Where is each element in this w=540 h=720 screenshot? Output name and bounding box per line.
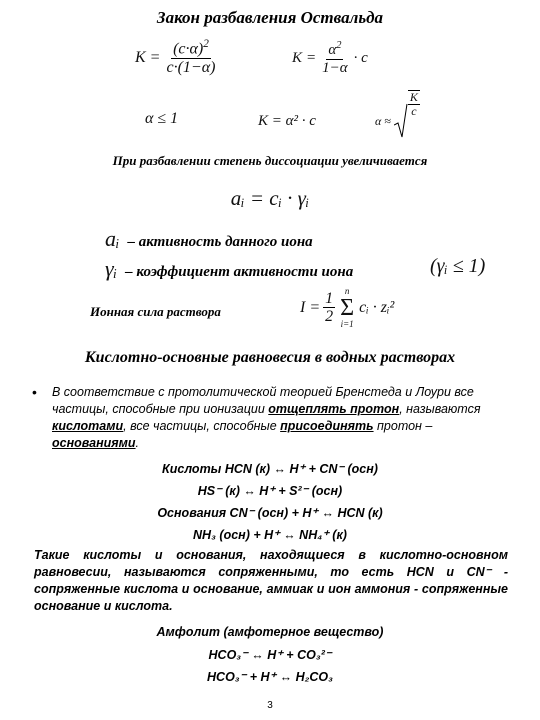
section-heading: Кислотно-основные равновесия в водных растворах: [84, 349, 456, 366]
ostwald-approx-formula: K = α² · c: [258, 113, 316, 129]
gamma-condition: (γᵢ ≤ 1): [430, 255, 486, 277]
ostwald-formula-simplified: K = $\frac{\alpha^2}{1-\alpha}$ · c: [292, 40, 368, 76]
page-title: Закон разбавления Оствальда: [156, 8, 384, 27]
alpha-fraction: $\frac{\alpha^2}{1-\alpha}$: [322, 40, 348, 76]
reaction-cn: Основания CN⁻ (осн) + H⁺ ↔ HCN (к): [157, 506, 383, 520]
ampholyte-reaction-2: HCO₃⁻ + H⁺ ↔ H₂CO₃: [207, 670, 333, 684]
page-number: 3: [267, 700, 273, 711]
alpha-sqrt-formula: α ≈ $\frac{K}{c}$: [375, 103, 420, 139]
ostwald-fraction: [164, 38, 217, 77]
sqrt-sign-icon: [394, 103, 408, 139]
reaction-nh3: NH₃ (осн) + H⁺ ↔ NH₄⁺ (к): [193, 528, 347, 542]
alpha-condition: α ≤ 1: [145, 110, 179, 127]
definition-activity: [105, 226, 313, 252]
reaction-hcn: Кислоты HCN (к) ↔ H⁺ + CN⁻ (осн): [162, 462, 378, 476]
dilution-note: При разбавлении степень диссоциации увеличивается: [112, 153, 428, 168]
ionic-strength-label: Ионная сила раствора: [90, 304, 221, 319]
definition-coefficient: [105, 256, 353, 282]
ampholyte-label: Амфолит (амфотерное вещество): [156, 625, 384, 639]
equals-sign: =: [149, 48, 161, 66]
bullet-marker: •: [32, 384, 37, 400]
ampholyte-reaction-1: HCO₃⁻ ↔ H⁺ + CO₃²⁻: [208, 648, 332, 662]
half-fraction: $\frac{1}{2}$: [325, 289, 334, 326]
fraction-numerator: $(c\cdot\alpha)^2$: [173, 38, 209, 58]
reaction-hs: HS⁻ (к) ↔ H⁺ + S²⁻ (осн): [197, 484, 343, 498]
fraction-denominator: c·(1−α): [166, 58, 216, 76]
k-symbol: K: [135, 48, 146, 66]
coefficient-text: – коэффициент активности иона: [125, 264, 354, 280]
sum-operator: n Σ i=1: [340, 286, 355, 329]
conjugate-paragraph: Такие кислоты и основания, находящиеся в кислотно-основном равновесии, называются сопряженными, то есть HCN и CN⁻ - сопряженные кислота и основание, аммиак и ион аммония - сопряженные основание и кислота.: [34, 548, 508, 613]
sqrt-fraction: $\frac{K}{c}$: [409, 89, 418, 118]
bronsted-paragraph: В соответствие с протолитической теорией Бренстеда и Лоури все частицы, способные при ионизации отщеплять протон, называются кислотами, все частицы, способные присоединять протон – основаниями.: [52, 385, 481, 450]
ostwald-formula-full: [135, 38, 217, 77]
activity-equation: aᵢ = cᵢ · γᵢ: [230, 186, 310, 210]
activity-symbol: aᵢ: [105, 226, 120, 251]
activity-text: – активность данного иона: [127, 234, 313, 250]
ionic-strength-formula: I = $\frac{1}{2}$ n Σ i=1 cᵢ · zᵢ²: [300, 286, 395, 329]
gamma-symbol: γᵢ: [105, 256, 118, 281]
